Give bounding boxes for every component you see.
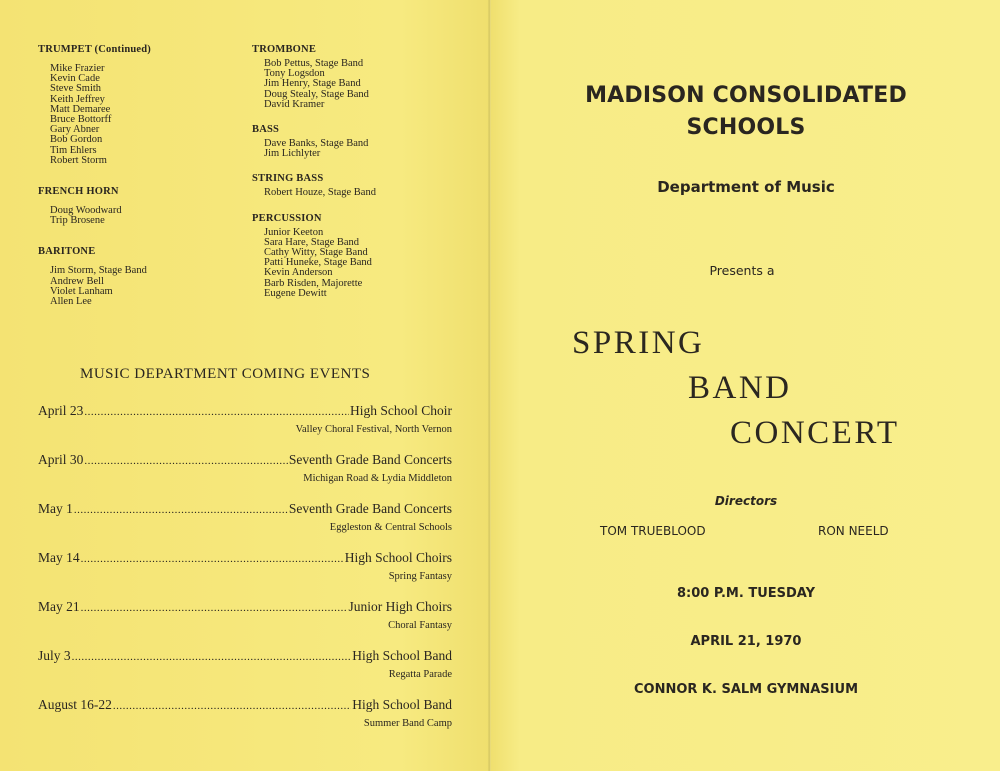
section-title: BARITONE [38, 246, 96, 258]
school-name-line1: MADISON CONSOLIDATED [585, 83, 907, 108]
member-name: Sara Hare, Stage Band [264, 236, 360, 248]
event-detail: Choral Fantasy [388, 620, 452, 631]
member-name: Allen Lee [50, 296, 92, 308]
member-name: Jim Lichlyter [264, 148, 321, 160]
section-trumpet [38, 44, 238, 166]
event-name: Seventh Grade Band Concerts [288, 501, 452, 516]
event-date: May 14 [38, 550, 80, 565]
member-name: Jim Henry, Stage Band [264, 78, 361, 90]
section-title: PERCUSSION [252, 212, 322, 224]
concert-title-spring: SPRING [572, 325, 705, 361]
member-name: Patti Huneke, Stage Band [264, 257, 372, 269]
member-name: Doug Woodward [50, 205, 122, 217]
event-item [38, 697, 452, 746]
member-name: Gary Abner [50, 124, 100, 136]
event-detail: Eggleston & Central Schools [329, 522, 452, 533]
event-item [38, 599, 452, 648]
name-list [264, 228, 472, 299]
member-name: David Kramer [264, 98, 325, 110]
event-date: April 23 [38, 403, 84, 418]
member-name: Tony Logsdon [264, 68, 325, 80]
presents-text: Presents a [709, 263, 775, 278]
member-name: Kevin Anderson [264, 267, 333, 279]
leader-dots [81, 551, 344, 567]
concert-time: 8:00 P.M. TUESDAY [676, 586, 816, 601]
member-name: Doug Stealy, Stage Band [264, 88, 369, 100]
member-name: Steve Smith [50, 83, 102, 95]
name-list [50, 64, 238, 166]
member-name: Eugene Dewitt [264, 287, 327, 299]
center-fold [488, 0, 491, 771]
leader-dots [72, 649, 352, 665]
member-name: Barb Risden, Majorette [264, 277, 363, 289]
roster-column-2 [252, 44, 472, 313]
event-name: High School Band [352, 648, 452, 663]
section-title: TROMBONE [252, 44, 317, 55]
section-title: TRUMPET (Continued) [38, 44, 151, 55]
section-string-bass [252, 173, 472, 198]
member-name: Keith Jeffrey [50, 93, 105, 105]
event-item [38, 648, 452, 697]
event-detail: Valley Choral Festival, North Vernon [295, 424, 452, 435]
section-bass [252, 124, 472, 159]
member-name: Matt Demaree [50, 103, 111, 115]
member-name: Bob Pettus, Stage Band [264, 58, 364, 69]
member-name: Andrew Bell [50, 275, 104, 287]
section-baritone [38, 246, 238, 307]
name-list [50, 266, 238, 307]
name-list [264, 59, 472, 110]
leader-dots [84, 404, 349, 420]
event-detail: Summer Band Camp [363, 718, 452, 729]
cover-panel [492, 0, 1000, 771]
leader-dots [81, 600, 348, 616]
member-name: Mike Frazier [50, 63, 105, 74]
name-list [50, 206, 238, 226]
school-name-line2: SCHOOLS [686, 115, 806, 140]
director-name: TOM TRUEBLOOD [600, 524, 706, 538]
event-item [38, 452, 452, 501]
event-date: April 30 [38, 452, 84, 467]
event-date: August 16-22 [38, 697, 112, 712]
member-name: Bob Gordon [50, 134, 103, 146]
section-percussion [252, 213, 472, 299]
section-french-horn [38, 186, 238, 226]
concert-title-band: BAND [688, 370, 792, 406]
event-detail: Regatta Parade [388, 669, 452, 680]
leader-dots [74, 502, 288, 518]
event-name: High School Choirs [344, 550, 452, 565]
member-name: Robert Storm [50, 154, 107, 166]
event-date: May 1 [38, 501, 73, 516]
events-list [38, 403, 452, 746]
member-name: Junior Keeton [264, 226, 324, 238]
event-detail: Michigan Road & Lydia Middleton [303, 473, 452, 484]
section-trombone [252, 44, 472, 110]
member-name: Trip Brosene [50, 215, 105, 227]
department-name: Department of Music [657, 178, 835, 196]
event-item [38, 550, 452, 599]
event-name: Seventh Grade Band Concerts [288, 452, 452, 467]
member-name: Violet Lanham [50, 285, 113, 297]
event-detail: Spring Fantasy [388, 571, 452, 582]
member-name: Bruce Bottorff [50, 114, 112, 126]
concert-venue: CONNOR K. SALM GYMNASIUM [633, 682, 858, 697]
event-name: High School Choir [349, 403, 452, 418]
leader-dots [113, 698, 351, 714]
roster-column-1 [38, 44, 238, 321]
section-title: FRENCH HORN [38, 186, 119, 198]
member-name: Cathy Witty, Stage Band [264, 247, 368, 259]
events-title: MUSIC DEPARTMENT COMING EVENTS [80, 366, 371, 382]
event-item [38, 501, 452, 550]
name-list [264, 139, 472, 159]
concert-date: APRIL 21, 1970 [690, 634, 802, 649]
member-name: Kevin Cade [50, 73, 100, 85]
event-date: May 21 [38, 599, 80, 614]
member-name: Tim Ehlers [50, 144, 97, 156]
event-item [38, 403, 452, 452]
member-name: Robert Houze, Stage Band [264, 187, 376, 199]
section-title: BASS [252, 124, 280, 136]
member-name: Jim Storm, Stage Band [50, 265, 147, 277]
school-name [492, 80, 1000, 144]
directors-label: Directors [714, 494, 778, 508]
concert-title-concert: CONCERT [730, 415, 900, 451]
name-list [264, 188, 472, 198]
director-name: RON NEELD [818, 524, 889, 538]
member-name: Dave Banks, Stage Band [264, 138, 369, 150]
event-name: Junior High Choirs [348, 599, 452, 614]
event-name: High School Band [352, 697, 452, 712]
leader-dots [84, 453, 288, 469]
event-date: July 3 [38, 648, 71, 663]
section-title: STRING BASS [252, 173, 324, 185]
